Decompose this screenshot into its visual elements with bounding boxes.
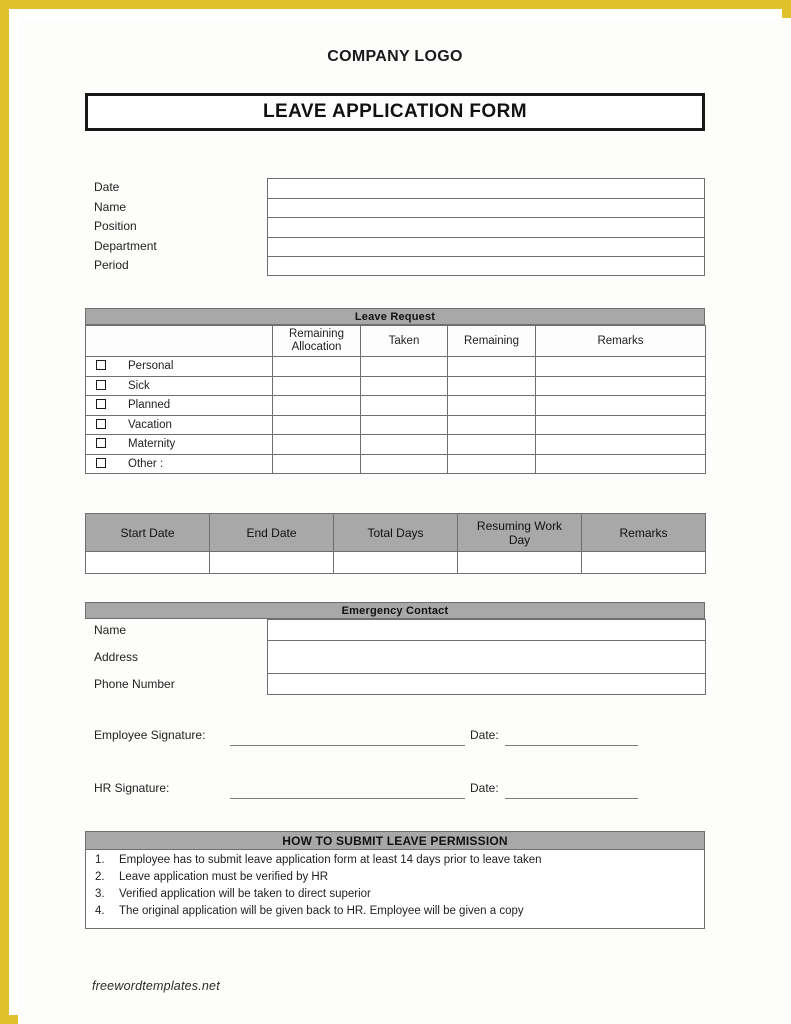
instructions-header: HOW TO SUBMIT LEAVE PERMISSION (85, 831, 705, 850)
identity-row-date (85, 178, 705, 198)
leave-request-section (85, 308, 705, 474)
cell-remarks[interactable] (582, 552, 706, 574)
cell-remaining-allocation[interactable] (273, 396, 361, 416)
resuming-line-2: Day (508, 532, 531, 547)
list-item-number: 4. (95, 905, 105, 917)
cell-remarks[interactable] (536, 454, 706, 474)
col-header-start-date: Start Date (86, 514, 210, 552)
footer-source-url: freewordtemplates.net (92, 979, 220, 993)
company-logo: COMPANY LOGO (327, 48, 463, 65)
emergency-address-field[interactable] (267, 641, 705, 674)
checkbox-icon[interactable] (96, 438, 106, 448)
table-row (86, 454, 706, 474)
cell-remaining[interactable] (448, 435, 536, 455)
employee-signature-label: Employee Signature: (94, 728, 206, 742)
name-label: Name (94, 199, 127, 214)
cell-remaining-allocation[interactable] (273, 357, 361, 377)
col-header-remaining: Remaining (448, 326, 536, 357)
leave-request-table (85, 325, 706, 474)
emergency-contact-table (85, 619, 706, 695)
col-header-taken: Taken (361, 326, 448, 357)
period-field[interactable] (267, 256, 705, 276)
table-row (86, 396, 706, 416)
table-row (86, 435, 706, 455)
leave-type-label: Vacation (128, 418, 172, 431)
list-item-text: Verified application will be taken to direct superior (119, 888, 371, 900)
cell-remarks[interactable] (536, 357, 706, 377)
leave-type-label: Planned (128, 399, 171, 412)
hr-signature-date-line[interactable] (505, 798, 638, 799)
list-item-text: Employee has to submit leave application form at least 14 days prior to leave taken (119, 854, 542, 866)
cell-total-days[interactable] (334, 552, 458, 574)
resuming-line-1: Resuming Work (476, 518, 563, 533)
leave-type-cell-vacation (86, 415, 273, 435)
checkbox-icon[interactable] (96, 419, 106, 429)
col-header-line-2: Allocation (291, 341, 342, 353)
date-field[interactable] (267, 178, 705, 198)
identity-row-name (85, 198, 705, 218)
leave-type-label: Personal (128, 360, 174, 373)
identity-row-period (85, 256, 705, 276)
hr-signature-date-label: Date: (470, 781, 499, 795)
department-field[interactable] (267, 237, 705, 257)
leave-type-cell-sick (86, 376, 273, 396)
leave-type-label: Maternity (128, 438, 176, 451)
cell-remaining[interactable] (448, 396, 536, 416)
list-item (86, 854, 704, 871)
checkbox-icon[interactable] (96, 458, 106, 468)
emergency-address-label: Address (94, 650, 139, 664)
list-item (86, 905, 704, 922)
name-field[interactable] (267, 198, 705, 218)
emergency-phone-label: Phone Number (94, 677, 175, 691)
dates-section (85, 513, 705, 574)
employee-signature-block (85, 728, 705, 754)
cell-remaining-allocation[interactable] (273, 435, 361, 455)
list-item-text: The original application will be given back to HR. Employee will be given a copy (119, 905, 524, 917)
leave-type-cell-maternity (86, 435, 273, 455)
col-header-blank (86, 326, 273, 357)
identity-row-position (85, 217, 705, 237)
cell-taken[interactable] (361, 357, 448, 377)
cell-resuming-work-day[interactable] (458, 552, 582, 574)
position-field[interactable] (267, 217, 705, 237)
signature-row (85, 781, 705, 807)
leave-type-label: Other : (128, 457, 164, 470)
cell-remaining-allocation[interactable] (273, 454, 361, 474)
cell-remarks[interactable] (536, 435, 706, 455)
col-header-remarks: Remarks (536, 326, 706, 357)
leave-type-label: Sick (128, 379, 150, 392)
list-item-number: 2. (95, 871, 105, 883)
checkbox-icon[interactable] (96, 380, 106, 390)
col-header-resuming-work-day (458, 514, 582, 552)
dates-column-headers (86, 514, 706, 552)
table-row (86, 357, 706, 377)
cell-remarks[interactable] (536, 376, 706, 396)
cell-remaining[interactable] (448, 415, 536, 435)
checkbox-icon[interactable] (96, 360, 106, 370)
employee-signature-date-line[interactable] (505, 745, 638, 746)
col-header-end-date: End Date (210, 514, 334, 552)
leave-request-header: Leave Request (85, 308, 705, 325)
cell-remaining[interactable] (448, 454, 536, 474)
form-title-box (85, 93, 705, 131)
cell-taken[interactable] (361, 415, 448, 435)
table-row (86, 415, 706, 435)
checkbox-icon[interactable] (96, 399, 106, 409)
identity-fields (85, 178, 705, 276)
cell-remaining[interactable] (448, 376, 536, 396)
cell-remaining-allocation[interactable] (273, 376, 361, 396)
dates-table (85, 513, 706, 574)
col-header-remarks: Remarks (582, 514, 706, 552)
emergency-row-name (85, 620, 705, 641)
position-label: Position (94, 219, 137, 233)
emergency-name-field[interactable] (267, 620, 705, 641)
table-row (86, 376, 706, 396)
emergency-name-label: Name (94, 623, 127, 637)
leave-request-column-headers (86, 326, 706, 357)
cell-remaining[interactable] (448, 357, 536, 377)
cell-start-date[interactable] (86, 552, 210, 574)
period-label: Period (94, 258, 129, 272)
list-item-text: Leave application must be verified by HR (119, 871, 329, 883)
emergency-row-address (85, 641, 705, 674)
instructions-box (85, 850, 705, 929)
hr-signature-line[interactable] (230, 798, 465, 799)
col-header-remaining-allocation (273, 326, 361, 357)
hr-signature-label: HR Signature: (94, 781, 170, 795)
cell-taken[interactable] (361, 396, 448, 416)
identity-row-department (85, 237, 705, 257)
list-item-number: 1. (95, 854, 105, 866)
cell-remaining-allocation[interactable] (273, 415, 361, 435)
employee-signature-date-label: Date: (470, 728, 499, 742)
cell-taken[interactable] (361, 435, 448, 455)
cell-taken[interactable] (361, 454, 448, 474)
instructions-section (85, 831, 705, 929)
emergency-phone-field[interactable] (267, 674, 705, 695)
cell-taken[interactable] (361, 376, 448, 396)
cell-remarks[interactable] (536, 396, 706, 416)
department-label: Department (94, 238, 157, 253)
employee-signature-line[interactable] (230, 745, 465, 746)
leave-type-cell-planned (86, 396, 273, 416)
date-label: Date (94, 180, 120, 194)
list-item (86, 871, 704, 888)
col-header-line-1: Remaining (289, 328, 344, 340)
emergency-contact-header: Emergency Contact (85, 602, 705, 619)
emergency-row-phone (85, 674, 705, 695)
leave-type-cell-other (86, 454, 273, 474)
page-title: LEAVE APPLICATION FORM (263, 101, 527, 122)
table-row (86, 552, 706, 574)
hr-signature-block (85, 781, 705, 807)
emergency-contact-section (85, 602, 705, 695)
cell-end-date[interactable] (210, 552, 334, 574)
signature-row (85, 728, 705, 754)
col-header-total-days: Total Days (334, 514, 458, 552)
list-item-number: 3. (95, 888, 105, 900)
cell-remarks[interactable] (536, 415, 706, 435)
leave-type-cell-personal (86, 357, 273, 377)
list-item (86, 888, 704, 905)
